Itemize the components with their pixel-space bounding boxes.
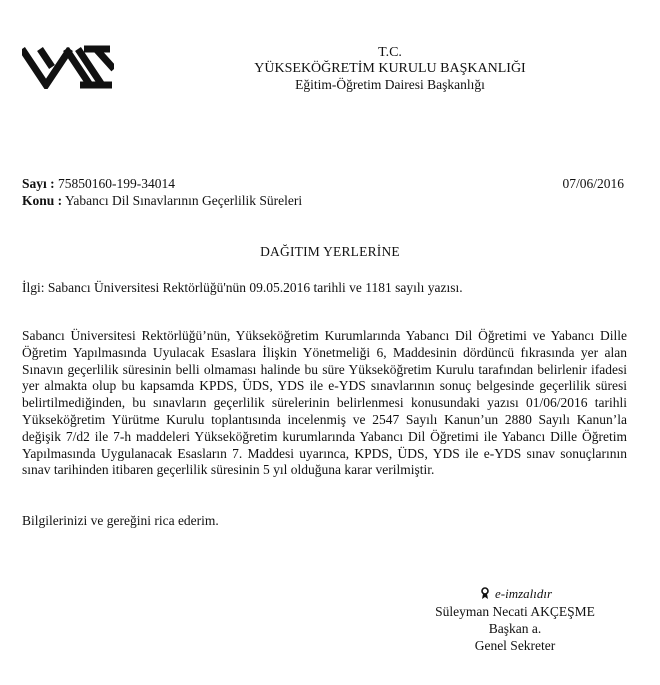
closing-line: Bilgilerinizi ve gereğini rica ederim.	[22, 513, 219, 528]
distribution-heading: DAĞITIM YERLERİNE	[260, 244, 400, 259]
signatory-name: Süleyman Necati AKÇEŞME	[435, 604, 595, 619]
signatory-title: Başkan a.	[488, 621, 542, 636]
body-paragraph: Sabancı Üniversitesi Rektörlüğü’nün, Yükseköğretim Kurumlarında Yabancı Dil Öğretimi ve Yabancı Dille Öğretim Yapılmasında Uyulacak Esaslara İlişkin Yönetmeliği 6, Maddesinin dördüncü fıkrasında yer alan Sınavın geçerlilik süresinin belli olmaması halinde bu süre Yükseköğretim Kurulu tarafından belirlenir ifadesi yer almakta olup bu kapsamda KPDS, ÜDS, YDS ile e-YDS sınavlarının sonuç belgesinde geçerlilik süresi belirtilmediğinden, bu sınavların geçerlilik sürelerinin belirlenmesi konusundaki yazısı 01/06/2016 tarihli Yükseköğretim Yürütme Kurulu toplantısında incelenmiş ve 2547 Sayılı Kanun’un 2880 Sayılı Kanun’la değişik 7/d2 ile 7-h maddeleri Yükseköğretim kurumlarında Yabancı Dil Öğretimi ile Yabancı Dille Öğretim Yapılmasında Uygulanacak Esasların 7. Maddesi uyarınca, KPDS, ÜDS, YDS ile e-YDS sınav sonuçlarının sınav tarihinden itibaren geçerlilik süresinin 5 yıl olduğuna karar verilmiştir.	[22, 328, 627, 478]
document-number	[22, 176, 175, 192]
reference-line: İlgi: Sabancı Üniversitesi Rektörlüğü'nün 09.05.2016 tarihli ve 1181 sayılı yazısı.	[22, 280, 463, 295]
document-subject-label: Konu :	[22, 193, 63, 208]
header-institution: YÜKSEKÖĞRETİM KURULU BAŞKANLIĞI	[254, 61, 526, 76]
document-number-value: 75850160-199-34014	[58, 176, 176, 191]
signatory-position: Genel Sekreter	[474, 638, 556, 653]
document-date: 07/06/2016	[562, 176, 624, 191]
document-subject	[22, 193, 302, 209]
header-department: Eğitim-Öğretim Dairesi Başkanlığı	[295, 77, 485, 92]
e-signature-note	[480, 586, 552, 602]
e-signature-label: e-imzalıdır	[495, 586, 553, 601]
yok-logo	[22, 45, 114, 89]
header-country: T.C.	[378, 45, 402, 60]
e-signature-icon	[480, 587, 490, 600]
document-number-label: Sayı :	[22, 176, 55, 191]
document-subject-value: Yabancı Dil Sınavlarının Geçerlilik Süreleri	[65, 193, 303, 208]
